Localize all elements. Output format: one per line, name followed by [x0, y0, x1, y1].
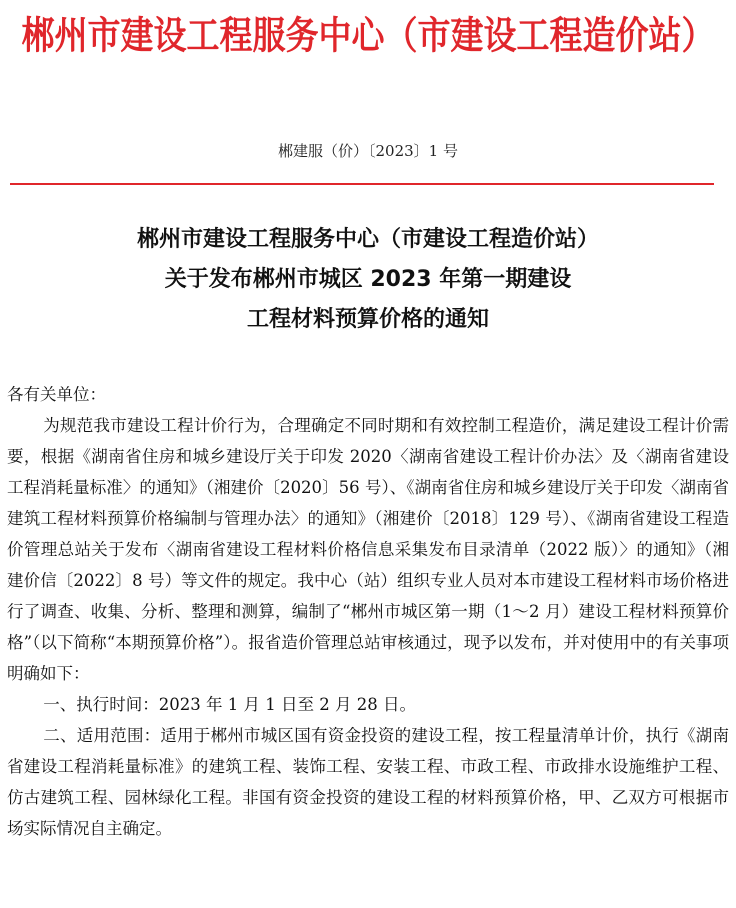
salutation: 各有关单位： [7, 385, 106, 404]
issuing-organization-header: 郴州市建设工程服务中心（市建设工程造价站） [21, 12, 715, 58]
notice-title-line-3: 工程材料预算价格的通知 [246, 307, 489, 332]
body-item-scope: 二、适用范围：适用于郴州市城区国有资金投资的建设工程，按工程量清单计价，执行《湖南省建设工程消耗量标准》的建筑工程、装饰工程、安装工程、市政工程、市政排水设施维护工程、仿古建筑工程、园林绿化工程。非国有资金投资的建设工程的材料预算价格，甲、乙双方可根据市场实际情况自主确定。 [7, 726, 729, 838]
red-divider-line [10, 183, 714, 185]
notice-title [0, 220, 736, 340]
notice-body [7, 379, 729, 844]
notice-title-line-2: 关于发布郴州市城区 2023 年第一期建设 [164, 267, 572, 292]
body-paragraph-intro: 为规范我市建设工程计价行为，合理确定不同时期和有效控制工程造价，满足建设工程计价需要，根据《湖南省住房和城乡建设厅关于印发 2020〈湖南省建设工程计价办法〉及〈湖南省建设工程消耗量标准〉的通知》（湘建价〔2020〕56 号）、《湖南省住房和城乡建设厅关于印发〈湖南省建筑工程材料预算价格编制与管理办法〉的通知》（湘建价〔2018〕129 号）、《湖南省建设工程造价管理总站关于发布〈湖南省建设工程材料价格信息采集发布目录清单（2022 版）〉的通知》（湘建价信〔2022〕8 号）等文件的规定。我中心（站）组织专业人员对本市建设工程材料市场价格进行了调查、收集、分析、整理和测算，编制了“郴州市城区第一期（1～2 月）建设工程材料预算价格”（以下简称“本期预算价格”）。报省造价管理总站审核通过，现予以发布，并对使用中的有关事项明确如下： [7, 416, 729, 683]
notice-title-line-1: 郴州市建设工程服务中心（市建设工程造价站） [136, 227, 599, 252]
body-item-effective-period: 一、执行时间：2023 年 1 月 1 日至 2 月 28 日。 [43, 695, 416, 714]
document-number: 郴建服（价）〔2023〕1 号 [278, 142, 458, 160]
